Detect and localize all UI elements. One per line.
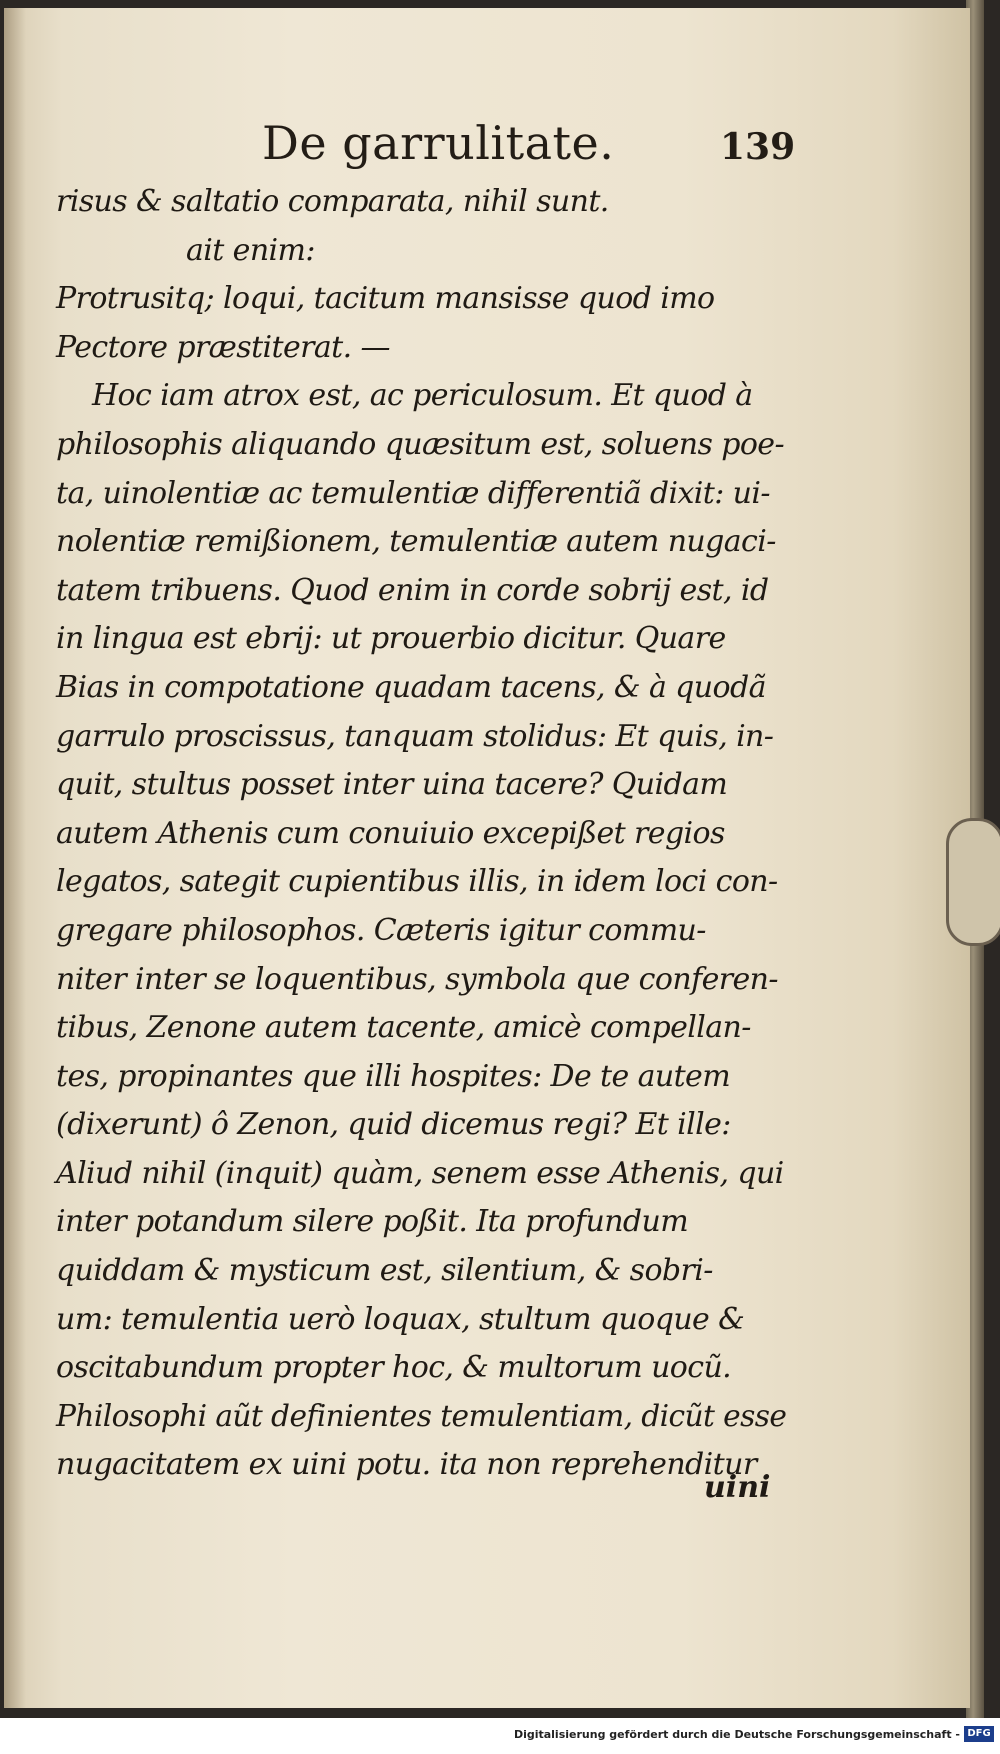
catchword: uini <box>704 1470 771 1505</box>
page-number: 139 <box>720 126 796 168</box>
text-line: quiddam & mysticum est, silentium, & sobri- <box>56 1253 713 1289</box>
running-title: De garrulitate. <box>262 116 615 170</box>
text-line: tatem tribuens. Quod enim in corde sobrij est, id <box>56 572 769 608</box>
text-line: Bias in compotatione quadam tacens, & à quodã <box>56 669 766 705</box>
dfg-logo: DFG <box>964 1726 994 1742</box>
text-line: ta, uinolentiæ ac temulentiæ differentiã dixit: ui- <box>56 475 770 511</box>
text-line: in lingua est ebrij: ut prouerbio dicitur. Quare <box>56 621 726 657</box>
footer-credit: Digitalisierung gefördert durch die Deutsche Forschungsgemeinschaft - <box>513 1728 960 1741</box>
text-line: Protrusitq; loqui, tacitum mansisse quod imo <box>56 281 715 317</box>
text-line: tes, propinantes que illi hospites: De te autem <box>56 1058 731 1094</box>
text-line: niter inter se loquentibus, symbola que conferen- <box>56 961 778 997</box>
text-line: risus & saltatio comparata, nihil sunt. <box>56 184 609 219</box>
page-clip <box>946 818 1000 946</box>
text-line: inter potandum silere poßit. Ita profundum <box>56 1204 689 1240</box>
text-line: nugacitatem ex uini potu. ita non reprehenditur <box>56 1447 757 1483</box>
text-line: legatos, sategit cupientibus illis, in idem loci con- <box>56 864 778 900</box>
book-page <box>4 8 970 1708</box>
text-line: autem Athenis cum conuiuio excepißet regios <box>56 815 725 851</box>
text-line: ait enim: <box>186 232 315 268</box>
page-header <box>4 116 794 172</box>
text-line: philosophis aliquando quæsitum est, soluens poe- <box>56 426 784 462</box>
text-line: tibus, Zenone autem tacente, amicè compellan- <box>56 1010 751 1046</box>
body-text <box>56 178 786 1490</box>
text-line: Hoc iam atrox est, ac periculosum. Et quod à <box>92 378 753 414</box>
text-line: gregare philosophos. Cæteris igitur commu- <box>56 912 706 948</box>
text-line: Philosophi aũt definientes temulentiam, dicũt esse <box>56 1398 787 1434</box>
footer-bar <box>0 1718 1000 1754</box>
text-line: quit, stultus posset inter uina tacere? Quidam <box>56 767 728 803</box>
text-line: um: temulentia uerò loquax, stultum quoque & <box>56 1301 745 1337</box>
text-line: oscitabundum propter hoc, & multorum uocũ. <box>56 1350 732 1386</box>
text-line: nolentiæ remißionem, temulentiæ autem nugaci- <box>56 524 776 560</box>
text-line: garrulo proscissus, tanquam stolidus: Et quis, in- <box>56 718 774 754</box>
gutter-shadow <box>4 8 26 1708</box>
text-line: (dixerunt) ô Zenon, quid dicemus regi? Et ille: <box>56 1107 731 1143</box>
text-line: Pectore præstiterat. — <box>56 329 390 365</box>
text-line: Aliud nihil (inquit) quàm, senem esse Athenis, qui <box>56 1155 784 1191</box>
